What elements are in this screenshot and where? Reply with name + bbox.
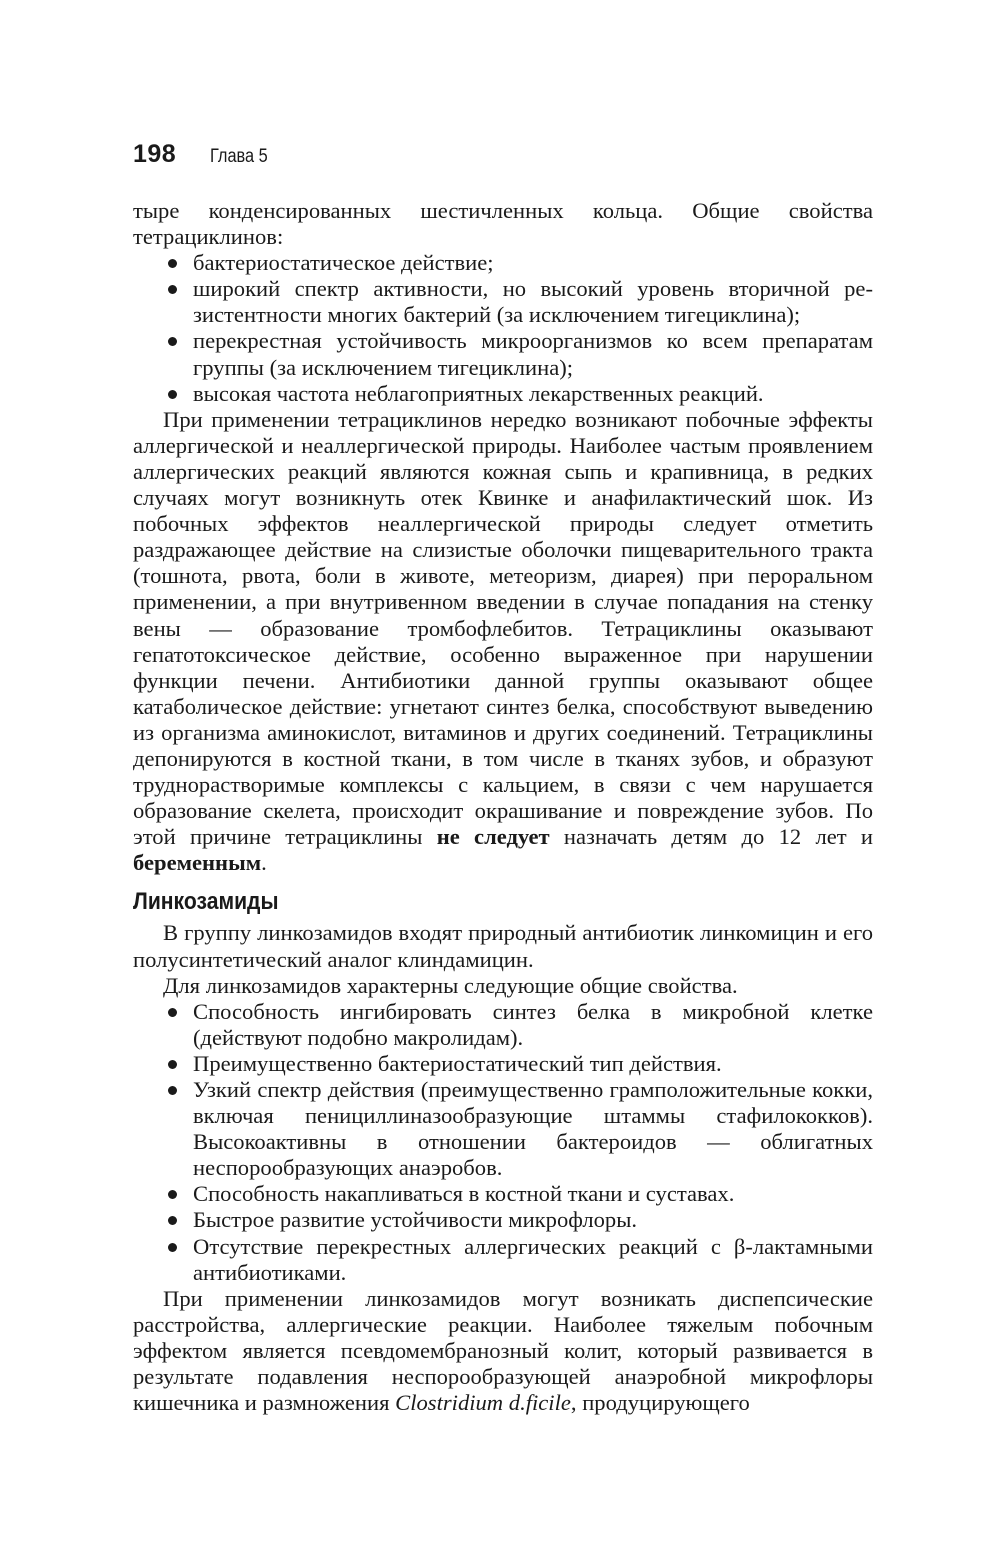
- page-number: 198: [133, 140, 177, 168]
- list-item: перекрестная устойчивость микроорганизмов ко всем препаратам группы (за исключением тигециклина);: [133, 328, 873, 380]
- list-item: Отсутствие перекрестных аллергических реакций с β-лактамными антибиотиками.: [133, 1234, 873, 1286]
- list-item: Быстрое развитие устойчивости микрофлоры.: [133, 1207, 873, 1233]
- organism-name: Clostridium d.ficile: [395, 1390, 571, 1416]
- side-effects-text: При применении тетрациклинов нередко возникают побочные эффекты аллергической и неаллергической природы. Наиболее частым проявлением аллергических реакций являются кожная сыпь и крапивница, в редких случаях могут возникнуть отек Квинке и анафилактический шок. Из побочных эффектов неаллергической природы следует отметить раздражающее действие на слизистые оболочки пищеварительного тракта (тошнота, рвота, боли в животе, метеоризм, диарея) при пероральном применении, а при внутривенном введении в случае попадания на стенку вены — образование тромбофлебитов. Тетрациклины оказывают гепатотоксическое действие, особенно выраженное при нарушении функции печени. Антибиотики данной группы оказывают общее катаболическое действие: угнетают синтез белка, способствуют выведению из организма аминокислот, витаминов и других соединений. Тетрациклины депонируются в костной ткани, в том числе в тканях зубов, и образуют труднорастворимые комплексы с кальцием, в связи с чем нарушается образование скелета, происходит окрашивание и повреждение зубов. По этой причине тетрациклины: [133, 406, 873, 850]
- lincosamides-side-effects-paragraph: [133, 1286, 873, 1416]
- list-item: высокая частота неблагоприятных лекарственных реакций.: [133, 381, 873, 407]
- list-item: широкий спектр активности, но высокий уровень вторичной резистентности многих бактерий (за исключением тигециклина);: [133, 276, 873, 328]
- lincosamides-properties-intro: Для линкозамидов характерны следующие общие свойства.: [163, 972, 738, 998]
- lincosamides-intro: В группу линкозамидов входят природный антибиотик линкомицин и его полусинтетический аналог клиндамицин.: [133, 920, 873, 972]
- list-item: Способность ингибировать синтез белка в микробной клетке (действуют подобно макролидам).: [133, 999, 873, 1051]
- list-item: Преимущественно бактериостатический тип действия.: [133, 1051, 873, 1077]
- lincosamides-properties-list: [133, 999, 873, 1286]
- body-text: [133, 198, 873, 1416]
- tetracyclines-side-effects-paragraph: [133, 407, 873, 877]
- side-effects-text: При применении линкозамидов могут возникать диспепсические расстройства, аллергические реакции. Наиболее тяжелым побочным эффектом является псевдомембранозный колит, который развивается в результате подавления неспорообразующей анаэробной микрофлоры кишечника и размножения: [133, 1285, 873, 1416]
- section-heading-lincosamides: Линкозамиды: [133, 888, 279, 916]
- warning-text: назначать детям до 12 лет и: [549, 824, 873, 850]
- chapter-label: Глава 5: [210, 146, 268, 167]
- list-item: Узкий спектр действия (преимущественно грамположительные кокки, включая пенициллиназообразующие штаммы стафилококков). Высокоактивны в отношении бактероидов — облигатных неспорообразующих анаэробов.: [133, 1077, 873, 1181]
- list-item: бактериостатическое действие;: [133, 250, 873, 276]
- emphasis-not-recommended: не следует: [436, 824, 550, 850]
- list-item: Способность накапливаться в костной ткани и суставах.: [133, 1181, 873, 1207]
- emphasis-pregnant: беременным: [133, 850, 262, 876]
- paragraph-continuation: , продуцирующего: [570, 1390, 750, 1416]
- sentence-end: .: [261, 850, 267, 876]
- running-head: [133, 140, 277, 172]
- tetracyclines-properties-list: [133, 250, 873, 407]
- tetracyclines-intro: тыре конденсированных шестичленных кольца. Общие свойства тетрациклинов:: [133, 198, 873, 250]
